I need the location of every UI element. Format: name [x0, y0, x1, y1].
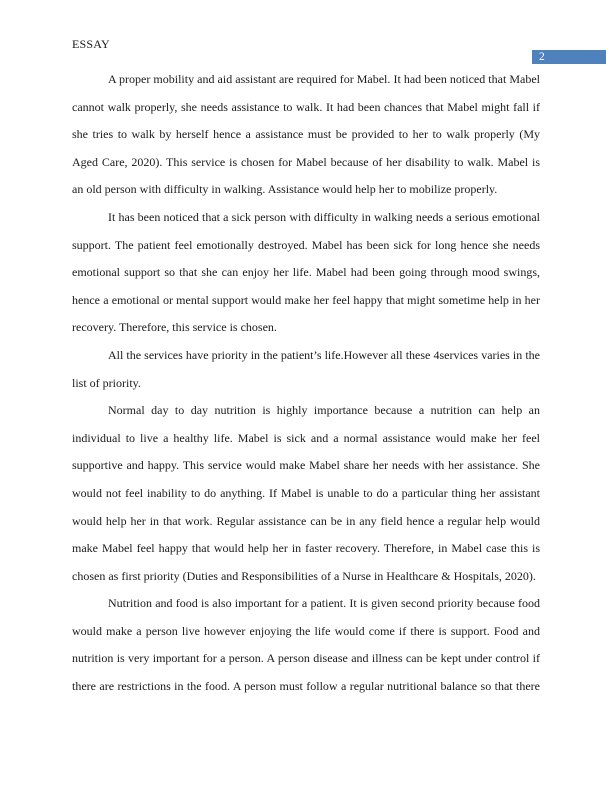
- document-body: [72, 66, 540, 701]
- paragraph-daily-nutrition: Normal day to day nutrition is highly importance because a nutrition can help an individual to live a healthy life. Mabel is sick and a normal assistance would make her feel supportive and happy. This service would make Mabel share her needs with her assistance. She would not feel inability to do anything. If Mabel is unable to do a particular thing her assistant would help her in that work. Regular assistance can be in any field hence a regular help would make Mabel feel happy that would help her in faster recovery. Therefore, in Mabel case this is chosen as first priority (Duties and Responsibilities of a Nurse in Healthcare & Hospitals, 2020).: [72, 403, 540, 583]
- paragraph-emotional-support: It has been noticed that a sick person with difficulty in walking needs a serious emotional support. The patient feel emotionally destroyed. Mabel has been sick for long hence she needs emotional support so that she can enjoy her life. Mabel had been going through mood swings, hence a emotional or mental support would make her feel happy that might sometime help in her recovery. Therefore, this service is chosen.: [72, 209, 540, 335]
- paragraph-mobility-assistance: A proper mobility and aid assistant are required for Mabel. It had been noticed that Mabel cannot walk properly, she needs assistance to walk. It had been chances that Mabel might fall if she tries to walk by herself hence a assistance must be provided to her to walk properly (My Aged Care, 2020). This service is chosen for Mabel because of her disability to walk. Mabel is an old person with difficulty in walking. Assistance would help her to mobilize properly.: [72, 72, 540, 197]
- page-number-badge: 2: [532, 50, 606, 64]
- running-header-title: ESSAY: [72, 37, 110, 51]
- paragraph-nutrition-food: Nutrition and food is also important for a patient. It is given second priority because food would make a person live however enjoying the life would come if there is support. Food and nutrition is very important for a person. A person disease and illness can be kept under control if there are restrictions in the food. A person must follow a regular nutritional balance so that there: [72, 596, 540, 694]
- paragraph-priority-intro: All the services have priority in the patient’s life.However all these 4services varies in the list of priority.: [72, 347, 540, 390]
